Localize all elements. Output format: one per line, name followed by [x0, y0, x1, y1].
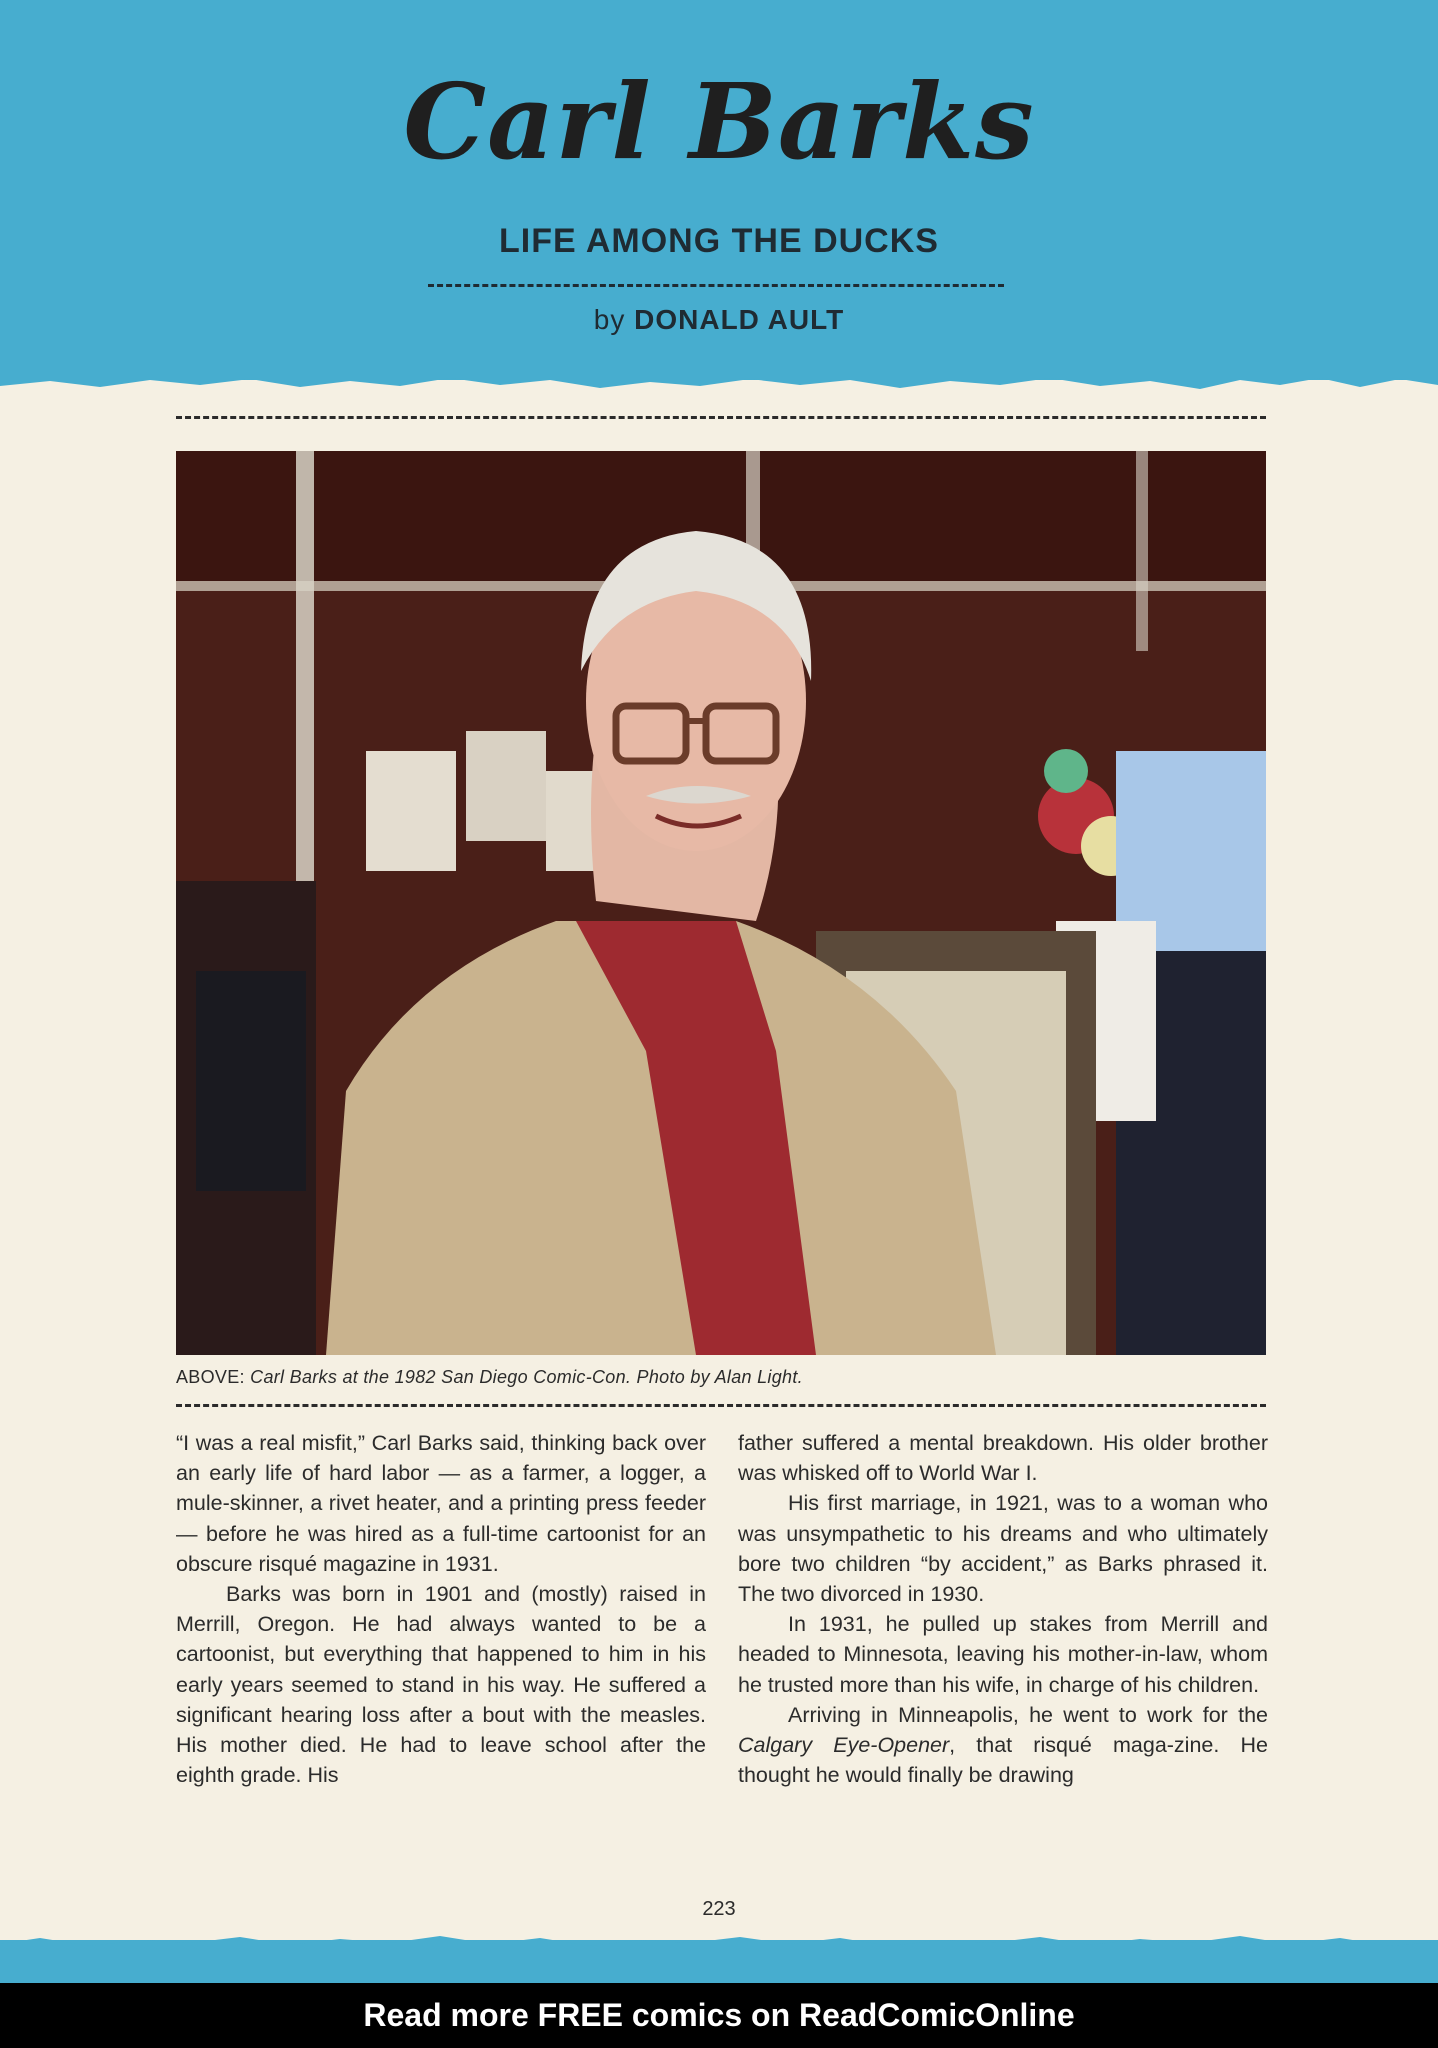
- paragraph: Barks was born in 1901 and (mostly) raised in Merrill, Oregon. He had always wanted to be a cartoonist, but everything that happened to him in his early years seemed to stand in his way. He suffered a significant hearing loss after a bout with the measles. His mother died. He had to leave school after the eighth grade. His: [176, 1582, 706, 1788]
- promo-banner[interactable]: Read more FREE comics on ReadComicOnline: [0, 1983, 1438, 2048]
- paragraph: father suffered a mental breakdown. His older brother was whisked off to World War I.: [738, 1431, 1268, 1486]
- publication-title: Calgary Eye-Opener: [738, 1733, 950, 1758]
- caption-label: ABOVE:: [176, 1367, 245, 1387]
- paragraph: His first marriage, in 1921, was to a woman who was unsympathetic to his dreams and who ultimately bore two children “by accident,” as Barks phrased it. The two divorced in 1930.: [738, 1491, 1268, 1607]
- article-column-2: [738, 1428, 1268, 1790]
- header-divider: [428, 284, 1004, 287]
- article-photo: [176, 451, 1266, 1355]
- article-column-1: [176, 1428, 706, 1790]
- photo-top-divider: [176, 416, 1266, 419]
- caption-divider: [176, 1404, 1266, 1407]
- paragraph: “I was a real misfit,” Carl Barks said, thinking back over an early life of hard labor — as a farmer, a logger, a mule-skinner, a rivet heater, and a printing press feeder — before he was hired as a full-time cartoonist for an obscure risqué magazine in 1931.: [176, 1431, 706, 1576]
- torn-edge-top: [0, 345, 1438, 395]
- photo-caption: [176, 1367, 1266, 1388]
- text-segment: Arriving in Minneapolis, he went to work for the: [788, 1702, 1268, 1727]
- byline: [0, 304, 1438, 336]
- article-title: Carl Barks: [403, 60, 1035, 183]
- article-subtitle: LIFE AMONG THE DUCKS: [499, 222, 939, 260]
- torn-edge-bottom: [0, 1928, 1438, 1958]
- caption-text: Carl Barks at the 1982 San Diego Comic-Con. Photo by Alan Light.: [250, 1367, 803, 1387]
- photo-of-man-with-glasses-icon: [176, 451, 1266, 1355]
- paragraph: In 1931, he pulled up stakes from Merrill and headed to Minnesota, leaving his mother-in-law, whom he trusted more than his wife, in charge of his children.: [738, 1612, 1268, 1697]
- text-segment: , that risqué maga-zine. He thought he would finally be drawing: [738, 1733, 1268, 1788]
- byline-author: DONALD AULT: [634, 304, 845, 335]
- paragraph: [738, 1700, 1268, 1791]
- byline-prefix: by: [593, 304, 626, 335]
- page-number: 223: [702, 1898, 736, 1920]
